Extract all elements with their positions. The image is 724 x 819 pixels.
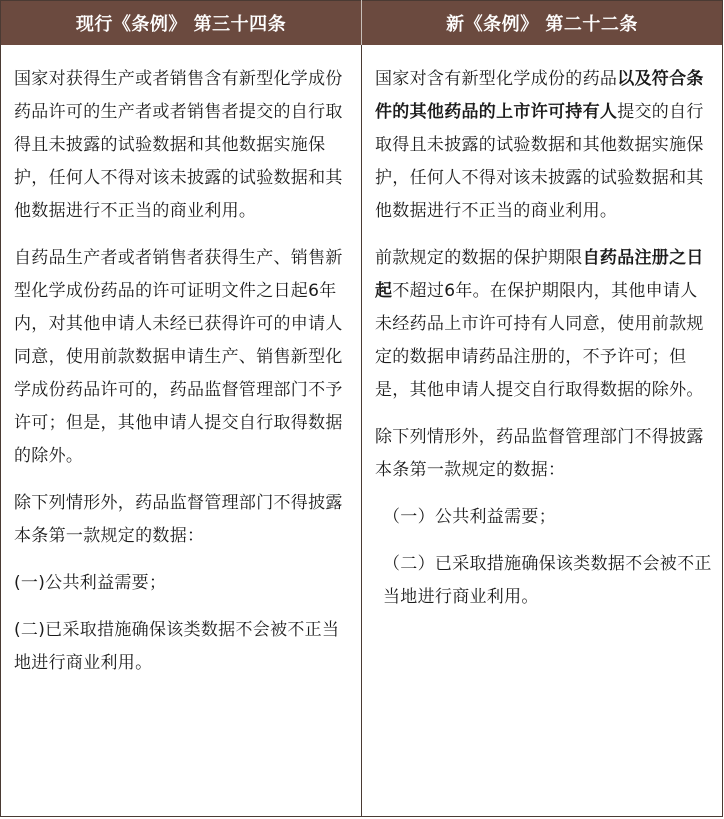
right-paragraph-4: （一）公共利益需要； xyxy=(383,507,556,527)
right-column-header: 新《条例》 第二十二条 xyxy=(362,1,723,46)
header-row xyxy=(1,1,723,46)
left-paragraph-4: (一)公共利益需要； xyxy=(14,573,167,593)
right-p2-highlight: 自药品注册之日起 xyxy=(375,248,704,301)
left-paragraph-5: (二)已采取措施确保该类数据不会被不正当地进行商业利用。 xyxy=(14,620,340,673)
left-column-header: 现行《条例》 第三十四条 xyxy=(1,1,362,46)
left-paragraph-2: 自药品生产者或者销售者获得生产、销售新型化学成份药品的许可证明文件之日起6年内，对其他申请人未经已获得许可的申请人同意，使用前款数据申请生产、销售新型化学成份药品许可的，药品监督管理部门不予许可；但是，其他申请人提交自行取得数据的除外。 xyxy=(14,248,343,466)
content-row xyxy=(1,45,723,817)
right-column-cell xyxy=(362,45,723,817)
right-p2-text-rest: 不超过6年。在保护期限内，其他申请人未经药品上市许可持有人同意，使用前款规定的数据申请药品注册的，不予许可；但是，其他申请人提交自行取得数据的除外。 xyxy=(375,281,704,400)
right-p1-text-rest: 提交的自行取得且未披露的试验数据和其他数据实施保护，任何人不得对该未披露的试验数据和其他数据进行不正当的商业利用。 xyxy=(375,102,704,221)
right-p1-highlight: 以及符合条件的其他药品的上市许可持有人 xyxy=(375,69,704,122)
right-p2-text: 前款规定的数据的保护期限 xyxy=(375,248,583,268)
right-p1-text: 国家对含有新型化学成份的药品 xyxy=(375,69,618,89)
right-paragraph-2 xyxy=(375,242,712,407)
right-paragraph-1 xyxy=(375,63,712,228)
right-paragraph-3: 除下列情形外，药品监督管理部门不得披露本条第一款规定的数据： xyxy=(375,427,704,480)
left-paragraph-3: 除下列情形外，药品监督管理部门不得披露本条第一款规定的数据： xyxy=(14,493,343,546)
left-paragraph-1: 国家对获得生产或者销售含有新型化学成份药品许可的生产者或者销售者提交的自行取得且未披露的试验数据和其他数据实施保护，任何人不得对该未披露的试验数据和其他数据进行不正当的商业利用。 xyxy=(14,69,343,221)
left-column-cell xyxy=(1,45,362,817)
right-paragraph-5: （二）已采取措施确保该类数据不会被不正当地进行商业利用。 xyxy=(383,554,712,607)
